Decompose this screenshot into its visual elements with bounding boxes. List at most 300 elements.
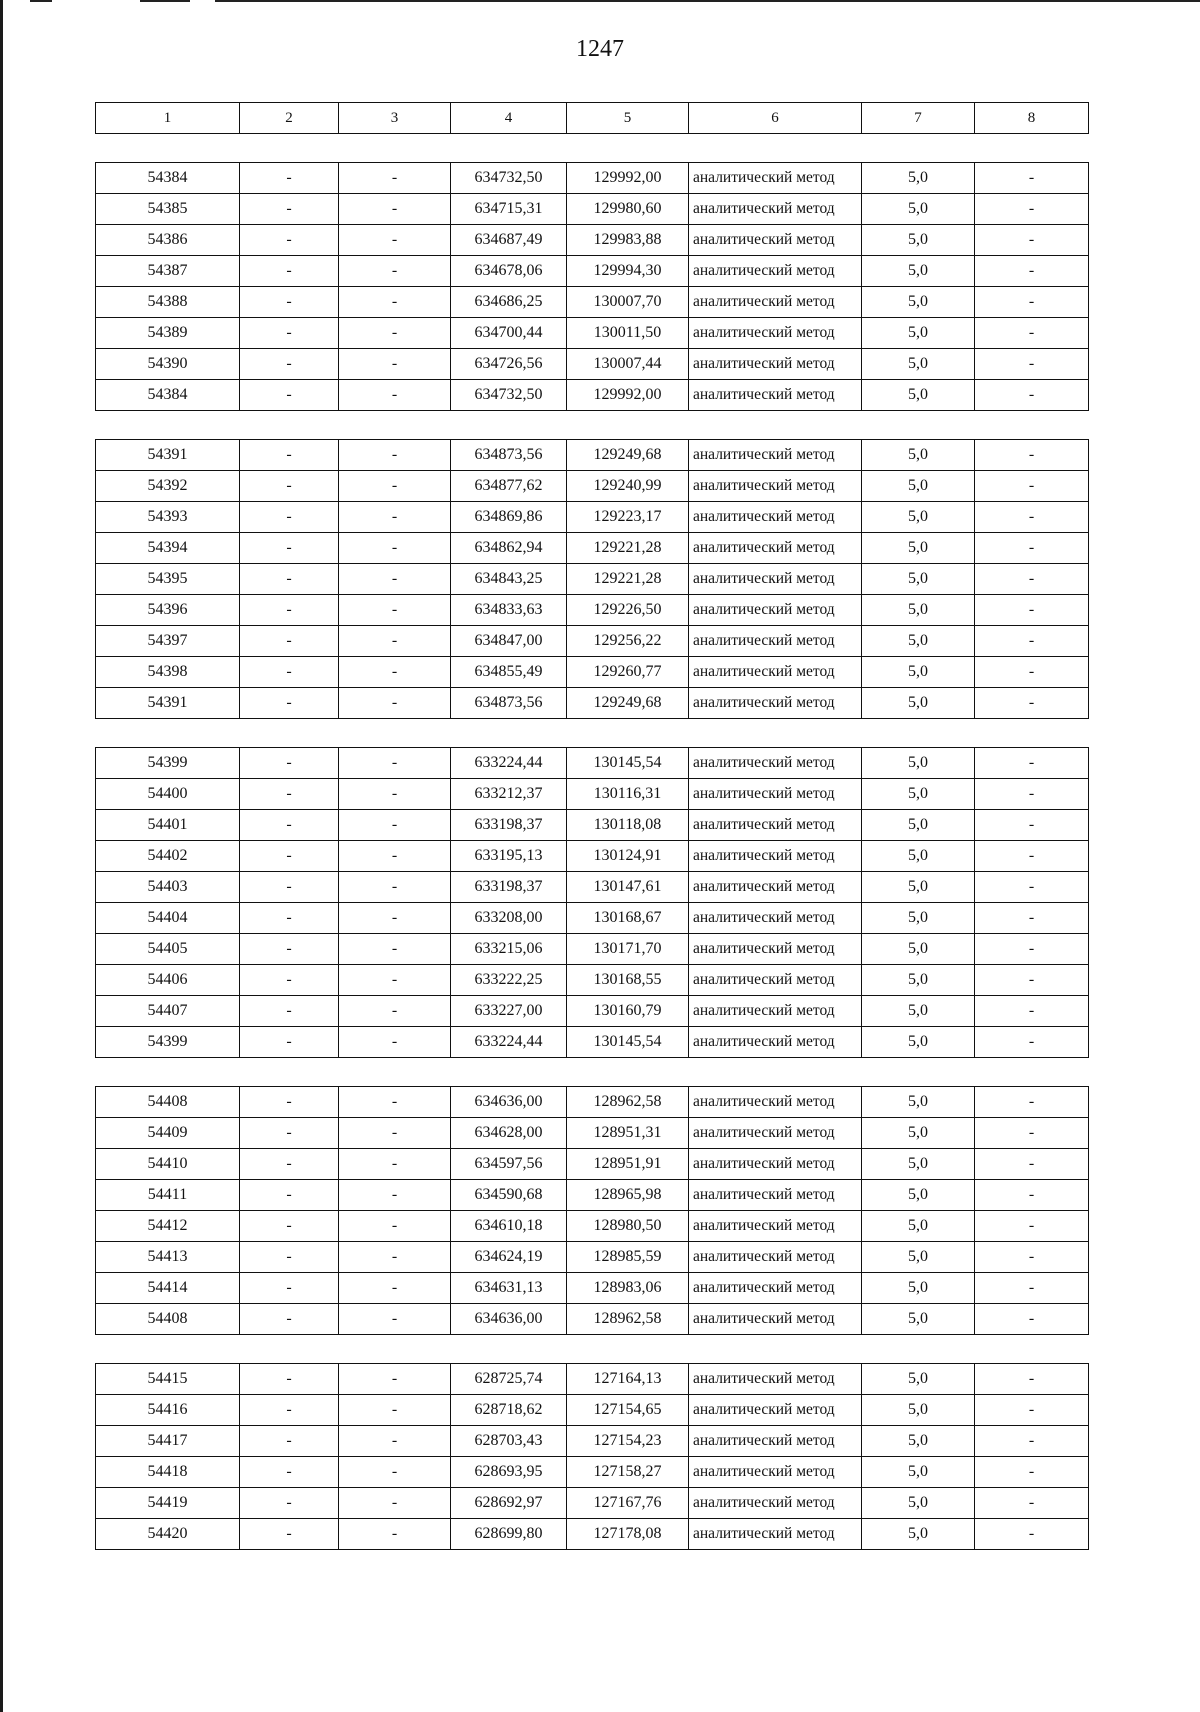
y-coordinate-cell: 127154,23 [567,1426,689,1457]
accuracy-cell: 5,0 [862,872,975,903]
column-2-cell: - [240,1180,339,1211]
column-8-cell: - [975,318,1089,349]
x-coordinate-cell: 634732,50 [451,163,567,194]
column-8-cell: - [975,841,1089,872]
accuracy-cell: 5,0 [862,841,975,872]
column-3-cell: - [339,440,451,471]
accuracy-cell: 5,0 [862,380,975,411]
y-coordinate-cell: 129223,17 [567,502,689,533]
column-2-cell: - [240,471,339,502]
table-row [96,841,1089,872]
accuracy-cell: 5,0 [862,318,975,349]
y-coordinate-cell: 128951,31 [567,1118,689,1149]
column-3-cell: - [339,1395,451,1426]
column-3-cell: - [339,1457,451,1488]
y-coordinate-cell: 127158,27 [567,1457,689,1488]
column-3-cell: - [339,1149,451,1180]
column-3-cell: - [339,595,451,626]
column-8-cell: - [975,1457,1089,1488]
x-coordinate-cell: 634590,68 [451,1180,567,1211]
column-3-cell: - [339,1273,451,1304]
coordinates-group-table [95,747,1089,1058]
column-3-cell: - [339,626,451,657]
y-coordinate-cell: 128951,91 [567,1149,689,1180]
x-coordinate-cell: 634732,50 [451,380,567,411]
y-coordinate-cell: 129221,28 [567,564,689,595]
method-cell: аналитический метод [689,748,862,779]
accuracy-cell: 5,0 [862,533,975,564]
accuracy-cell: 5,0 [862,1519,975,1550]
accuracy-cell: 5,0 [862,1118,975,1149]
method-cell: аналитический метод [689,1273,862,1304]
column-2-cell: - [240,1457,339,1488]
column-2-cell: - [240,380,339,411]
method-cell: аналитический метод [689,1027,862,1058]
table-row [96,471,1089,502]
column-2-cell: - [240,1027,339,1058]
x-coordinate-cell: 634855,49 [451,657,567,688]
column-2-cell: - [240,564,339,595]
accuracy-cell: 5,0 [862,1149,975,1180]
method-cell: аналитический метод [689,996,862,1027]
table-row [96,626,1089,657]
point-number-cell: 54408 [96,1304,240,1335]
column-header: 6 [689,103,862,134]
x-coordinate-cell: 634636,00 [451,1304,567,1335]
column-header-table [95,102,1089,134]
table-row [96,564,1089,595]
point-number-cell: 54386 [96,225,240,256]
column-3-cell: - [339,1211,451,1242]
y-coordinate-cell: 130147,61 [567,872,689,903]
point-number-cell: 54409 [96,1118,240,1149]
method-cell: аналитический метод [689,1242,862,1273]
y-coordinate-cell: 129994,30 [567,256,689,287]
y-coordinate-cell: 130145,54 [567,748,689,779]
column-3-cell: - [339,1426,451,1457]
table-groups [95,162,1088,1550]
column-8-cell: - [975,256,1089,287]
table-row [96,349,1089,380]
column-8-cell: - [975,1304,1089,1335]
point-number-cell: 54404 [96,903,240,934]
accuracy-cell: 5,0 [862,1087,975,1118]
point-number-cell: 54393 [96,502,240,533]
column-2-cell: - [240,349,339,380]
table-row [96,996,1089,1027]
column-3-cell: - [339,1118,451,1149]
x-coordinate-cell: 633198,37 [451,872,567,903]
table-row [96,779,1089,810]
table-row [96,440,1089,471]
method-cell: аналитический метод [689,256,862,287]
accuracy-cell: 5,0 [862,1426,975,1457]
x-coordinate-cell: 634636,00 [451,1087,567,1118]
accuracy-cell: 5,0 [862,1364,975,1395]
y-coordinate-cell: 127178,08 [567,1519,689,1550]
table-row [96,502,1089,533]
accuracy-cell: 5,0 [862,1395,975,1426]
point-number-cell: 54405 [96,934,240,965]
point-number-cell: 54403 [96,872,240,903]
column-2-cell: - [240,1087,339,1118]
y-coordinate-cell: 127164,13 [567,1364,689,1395]
y-coordinate-cell: 129992,00 [567,163,689,194]
point-number-cell: 54398 [96,657,240,688]
column-2-cell: - [240,872,339,903]
column-8-cell: - [975,564,1089,595]
method-cell: аналитический метод [689,595,862,626]
point-number-cell: 54410 [96,1149,240,1180]
column-2-cell: - [240,903,339,934]
table-row [96,533,1089,564]
method-cell: аналитический метод [689,657,862,688]
accuracy-cell: 5,0 [862,194,975,225]
point-number-cell: 54411 [96,1180,240,1211]
page-number: 1247 [576,36,624,62]
column-2-cell: - [240,533,339,564]
point-number-cell: 54389 [96,318,240,349]
accuracy-cell: 5,0 [862,996,975,1027]
accuracy-cell: 5,0 [862,626,975,657]
table-row [96,903,1089,934]
table-row [96,1118,1089,1149]
method-cell: аналитический метод [689,380,862,411]
table-row [96,1242,1089,1273]
method-cell: аналитический метод [689,1426,862,1457]
column-3-cell: - [339,1087,451,1118]
x-coordinate-cell: 628699,80 [451,1519,567,1550]
table-row [96,934,1089,965]
x-coordinate-cell: 633198,37 [451,810,567,841]
y-coordinate-cell: 130116,31 [567,779,689,810]
column-2-cell: - [240,194,339,225]
point-number-cell: 54391 [96,688,240,719]
accuracy-cell: 5,0 [862,903,975,934]
accuracy-cell: 5,0 [862,748,975,779]
column-2-cell: - [240,318,339,349]
table-row [96,872,1089,903]
column-2-cell: - [240,440,339,471]
column-2-cell: - [240,1118,339,1149]
column-2-cell: - [240,256,339,287]
table-row [96,1395,1089,1426]
accuracy-cell: 5,0 [862,163,975,194]
x-coordinate-cell: 634686,25 [451,287,567,318]
point-number-cell: 54418 [96,1457,240,1488]
column-2-cell: - [240,934,339,965]
x-coordinate-cell: 634687,49 [451,225,567,256]
accuracy-cell: 5,0 [862,225,975,256]
column-2-cell: - [240,748,339,779]
method-cell: аналитический метод [689,1211,862,1242]
y-coordinate-cell: 129240,99 [567,471,689,502]
accuracy-cell: 5,0 [862,1242,975,1273]
column-8-cell: - [975,502,1089,533]
method-cell: аналитический метод [689,1149,862,1180]
column-3-cell: - [339,194,451,225]
column-8-cell: - [975,934,1089,965]
column-2-cell: - [240,1488,339,1519]
scan-edge-shade [0,0,3,1712]
table-row [96,1149,1089,1180]
x-coordinate-cell: 634862,94 [451,533,567,564]
x-coordinate-cell: 633215,06 [451,934,567,965]
table-row [96,1304,1089,1335]
coordinates-sheet [95,102,1088,1550]
x-coordinate-cell: 628718,62 [451,1395,567,1426]
column-8-cell: - [975,163,1089,194]
table-row [96,163,1089,194]
column-3-cell: - [339,779,451,810]
column-3-cell: - [339,225,451,256]
y-coordinate-cell: 130118,08 [567,810,689,841]
accuracy-cell: 5,0 [862,688,975,719]
method-cell: аналитический метод [689,1087,862,1118]
table-row [96,688,1089,719]
y-coordinate-cell: 130124,91 [567,841,689,872]
column-8-cell: - [975,1118,1089,1149]
table-row [96,1519,1089,1550]
column-2-cell: - [240,1211,339,1242]
accuracy-cell: 5,0 [862,595,975,626]
x-coordinate-cell: 634610,18 [451,1211,567,1242]
point-number-cell: 54399 [96,1027,240,1058]
column-8-cell: - [975,903,1089,934]
accuracy-cell: 5,0 [862,1273,975,1304]
column-8-cell: - [975,1211,1089,1242]
y-coordinate-cell: 128980,50 [567,1211,689,1242]
point-number-cell: 54387 [96,256,240,287]
x-coordinate-cell: 634628,00 [451,1118,567,1149]
x-coordinate-cell: 633208,00 [451,903,567,934]
accuracy-cell: 5,0 [862,934,975,965]
point-number-cell: 54399 [96,748,240,779]
column-2-cell: - [240,779,339,810]
column-8-cell: - [975,1519,1089,1550]
table-row [96,1426,1089,1457]
column-3-cell: - [339,287,451,318]
x-coordinate-cell: 634843,25 [451,564,567,595]
point-number-cell: 54394 [96,533,240,564]
method-cell: аналитический метод [689,225,862,256]
column-8-cell: - [975,688,1089,719]
column-3-cell: - [339,564,451,595]
column-8-cell: - [975,1364,1089,1395]
y-coordinate-cell: 130171,70 [567,934,689,965]
column-3-cell: - [339,841,451,872]
x-coordinate-cell: 634833,63 [451,595,567,626]
x-coordinate-cell: 634877,62 [451,471,567,502]
table-row [96,256,1089,287]
x-coordinate-cell: 634847,00 [451,626,567,657]
coordinates-group-table [95,439,1089,719]
y-coordinate-cell: 127154,65 [567,1395,689,1426]
table-row [96,810,1089,841]
column-3-cell: - [339,688,451,719]
x-coordinate-cell: 628693,95 [451,1457,567,1488]
point-number-cell: 54392 [96,471,240,502]
column-2-cell: - [240,688,339,719]
column-2-cell: - [240,1364,339,1395]
table-row [96,287,1089,318]
column-8-cell: - [975,595,1089,626]
y-coordinate-cell: 129249,68 [567,688,689,719]
y-coordinate-cell: 128965,98 [567,1180,689,1211]
point-number-cell: 54400 [96,779,240,810]
scan-top-mark [140,0,190,2]
x-coordinate-cell: 628692,97 [451,1488,567,1519]
method-cell: аналитический метод [689,779,862,810]
y-coordinate-cell: 129992,00 [567,380,689,411]
point-number-cell: 54384 [96,380,240,411]
column-2-cell: - [240,965,339,996]
method-cell: аналитический метод [689,688,862,719]
column-3-cell: - [339,934,451,965]
point-number-cell: 54412 [96,1211,240,1242]
column-8-cell: - [975,1149,1089,1180]
y-coordinate-cell: 128962,58 [567,1304,689,1335]
x-coordinate-cell: 634624,19 [451,1242,567,1273]
column-header: 4 [451,103,567,134]
x-coordinate-cell: 633224,44 [451,1027,567,1058]
column-2-cell: - [240,841,339,872]
method-cell: аналитический метод [689,440,862,471]
y-coordinate-cell: 130011,50 [567,318,689,349]
table-row [96,1364,1089,1395]
x-coordinate-cell: 634700,44 [451,318,567,349]
y-coordinate-cell: 130168,67 [567,903,689,934]
y-coordinate-cell: 130160,79 [567,996,689,1027]
method-cell: аналитический метод [689,349,862,380]
accuracy-cell: 5,0 [862,657,975,688]
y-coordinate-cell: 129260,77 [567,657,689,688]
accuracy-cell: 5,0 [862,1211,975,1242]
method-cell: аналитический метод [689,1364,862,1395]
method-cell: аналитический метод [689,564,862,595]
y-coordinate-cell: 129226,50 [567,595,689,626]
column-8-cell: - [975,471,1089,502]
method-cell: аналитический метод [689,163,862,194]
method-cell: аналитический метод [689,965,862,996]
point-number-cell: 54395 [96,564,240,595]
method-cell: аналитический метод [689,533,862,564]
table-row [96,1457,1089,1488]
y-coordinate-cell: 130007,44 [567,349,689,380]
column-2-cell: - [240,595,339,626]
column-8-cell: - [975,779,1089,810]
method-cell: аналитический метод [689,318,862,349]
column-8-cell: - [975,1242,1089,1273]
column-3-cell: - [339,965,451,996]
column-8-cell: - [975,1180,1089,1211]
scan-top-mark [215,0,1200,2]
column-8-cell: - [975,1488,1089,1519]
column-8-cell: - [975,965,1089,996]
table-row [96,1211,1089,1242]
coordinates-group-table [95,162,1089,411]
y-coordinate-cell: 129249,68 [567,440,689,471]
column-8-cell: - [975,440,1089,471]
column-8-cell: - [975,349,1089,380]
column-header-row [96,103,1089,134]
x-coordinate-cell: 634715,31 [451,194,567,225]
column-8-cell: - [975,1027,1089,1058]
y-coordinate-cell: 128983,06 [567,1273,689,1304]
x-coordinate-cell: 634631,13 [451,1273,567,1304]
method-cell: аналитический метод [689,1395,862,1426]
x-coordinate-cell: 634726,56 [451,349,567,380]
method-cell: аналитический метод [689,934,862,965]
column-2-cell: - [240,996,339,1027]
column-3-cell: - [339,533,451,564]
column-3-cell: - [339,471,451,502]
table-row [96,380,1089,411]
point-number-cell: 54406 [96,965,240,996]
method-cell: аналитический метод [689,471,862,502]
column-3-cell: - [339,349,451,380]
method-cell: аналитический метод [689,872,862,903]
method-cell: аналитический метод [689,1457,862,1488]
accuracy-cell: 5,0 [862,810,975,841]
column-header: 7 [862,103,975,134]
column-8-cell: - [975,1273,1089,1304]
point-number-cell: 54420 [96,1519,240,1550]
scan-top-mark [30,0,52,2]
table-row [96,657,1089,688]
column-3-cell: - [339,903,451,934]
point-number-cell: 54390 [96,349,240,380]
method-cell: аналитический метод [689,287,862,318]
column-2-cell: - [240,225,339,256]
y-coordinate-cell: 130145,54 [567,1027,689,1058]
method-cell: аналитический метод [689,626,862,657]
column-2-cell: - [240,626,339,657]
accuracy-cell: 5,0 [862,471,975,502]
y-coordinate-cell: 129256,22 [567,626,689,657]
point-number-cell: 54401 [96,810,240,841]
column-2-cell: - [240,163,339,194]
point-number-cell: 54396 [96,595,240,626]
x-coordinate-cell: 633195,13 [451,841,567,872]
column-8-cell: - [975,657,1089,688]
column-3-cell: - [339,163,451,194]
method-cell: аналитический метод [689,502,862,533]
accuracy-cell: 5,0 [862,1027,975,1058]
x-coordinate-cell: 628725,74 [451,1364,567,1395]
accuracy-cell: 5,0 [862,1304,975,1335]
method-cell: аналитический метод [689,903,862,934]
x-coordinate-cell: 633224,44 [451,748,567,779]
column-3-cell: - [339,256,451,287]
table-row [96,1027,1089,1058]
column-2-cell: - [240,1519,339,1550]
point-number-cell: 54391 [96,440,240,471]
x-coordinate-cell: 633227,00 [451,996,567,1027]
table-row [96,1488,1089,1519]
column-3-cell: - [339,1364,451,1395]
column-2-cell: - [240,1242,339,1273]
column-header: 1 [96,103,240,134]
x-coordinate-cell: 634873,56 [451,688,567,719]
method-cell: аналитический метод [689,841,862,872]
column-2-cell: - [240,810,339,841]
x-coordinate-cell: 634678,06 [451,256,567,287]
table-row [96,1180,1089,1211]
column-2-cell: - [240,1149,339,1180]
accuracy-cell: 5,0 [862,502,975,533]
column-2-cell: - [240,1273,339,1304]
